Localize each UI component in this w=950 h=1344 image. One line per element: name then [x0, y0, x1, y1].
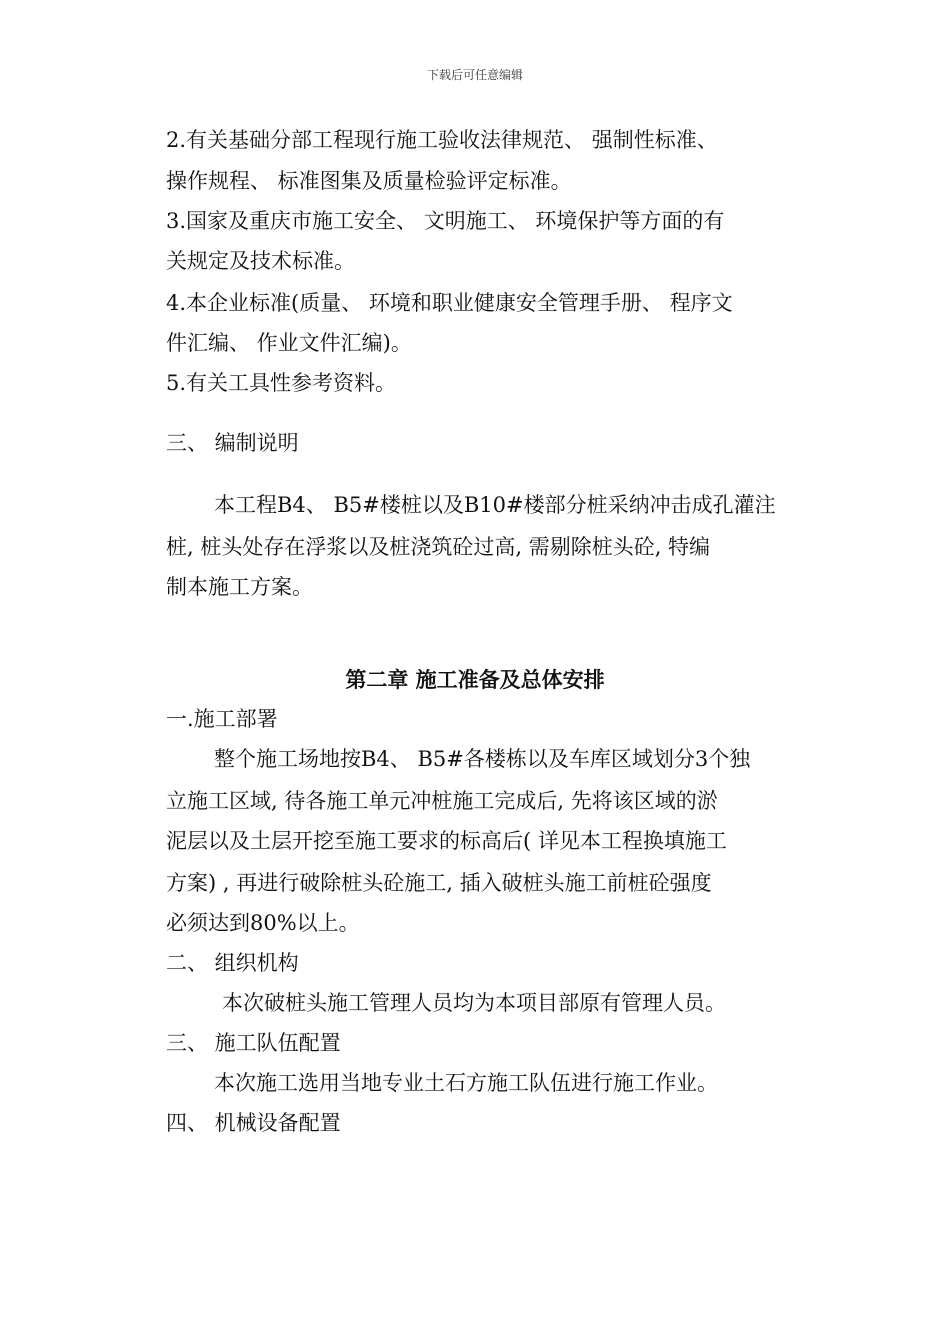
section-heading: 三、 编制说明 [166, 431, 299, 455]
chapter-title: 第二章 施工准备及总体安排 [345, 667, 605, 692]
text-line: 本次施工选用当地专业土石方施工队伍进行施工作业。 [214, 1071, 718, 1095]
text-line: 操作规程、 标准图集及质量检验评定标准。 [166, 169, 572, 193]
text-line: 本次破桩头施工管理人员均为本项目部原有管理人员。 [222, 991, 726, 1015]
text-line: 关规定及技术标准。 [166, 249, 355, 273]
text-line: 件汇编、 作业文件汇编)。 [166, 331, 412, 355]
text-line: 3.国家及重庆市施工安全、 文明施工、 环境保护等方面的有 [166, 209, 725, 233]
text-line: 5.有关工具性参考资料。 [166, 371, 397, 395]
text-line: 4.本企业标准(质量、 环境和职业健康安全管理手册、 程序文 [166, 291, 733, 315]
section-heading: 三、 施工队伍配置 [166, 1031, 341, 1055]
text-line: 2.有关基础分部工程现行施工验收法律规范、 强制性标准、 [166, 128, 718, 152]
text-line: 必须达到80%以上。 [166, 911, 360, 935]
text-line: 方案) , 再进行破除桩头砼施工, 插入破桩头施工前桩砼强度 [166, 871, 712, 895]
section-heading: 二、 组织机构 [166, 951, 299, 975]
section-heading: 一.施工部署 [166, 707, 278, 731]
text-line: 制本施工方案。 [166, 575, 313, 599]
text-line: 整个施工场地按B4、 B5#各楼栋以及车库区域划分3个独 [214, 747, 751, 771]
section-heading: 四、 机械设备配置 [166, 1111, 341, 1135]
text-line: 本工程B4、 B5#楼桩以及B10#楼部分桩采纳冲击成孔灌注 [214, 493, 776, 517]
text-line: 泥层以及土层开挖至施工要求的标高后( 详见本工程换填施工 [166, 829, 727, 853]
text-line: 桩, 桩头处存在浮浆以及桩浇筑砼过高, 需剔除桩头砼, 特编 [166, 535, 711, 559]
text-line: 立施工区域, 待各施工单元冲桩施工完成后, 先将该区域的淤 [166, 789, 718, 813]
page-header: 下载后可任意编辑 [426, 68, 523, 82]
